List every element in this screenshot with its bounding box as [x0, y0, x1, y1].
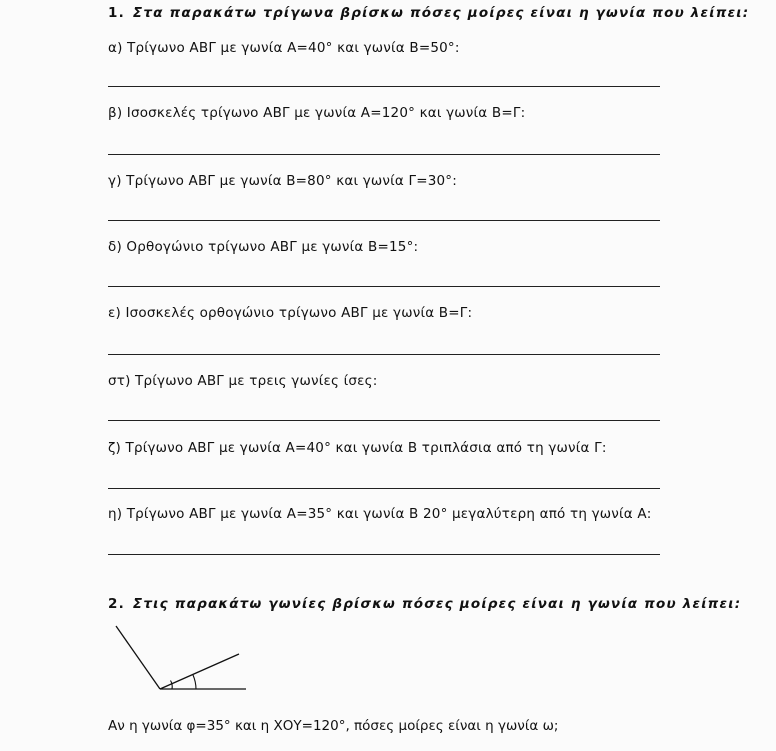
- question-st: στ) Τρίγωνο ΑΒΓ με τρεις γωνίες ίσες:: [108, 373, 378, 389]
- answer-line-a: [108, 86, 660, 87]
- question-z: ζ) Τρίγωνο ΑΒΓ με γωνία Α=40° και γωνία Β τριπλάσια από τη γωνία Γ:: [108, 440, 607, 456]
- answer-line-z: [108, 488, 660, 489]
- section-1-heading: [108, 5, 749, 21]
- question-a: α) Τρίγωνο ΑΒΓ με γωνία Α=40° και γωνία Β=50°:: [108, 40, 460, 56]
- answer-line-e: [108, 354, 660, 355]
- question-b: β) Ισοσκελές τρίγωνο ΑΒΓ με γωνία Α=120° και γωνία Β=Γ:: [108, 105, 526, 121]
- section-1-title: Στα παρακάτω τρίγωνα βρίσκω πόσες μοίρες είναι η γωνία που λείπει:: [132, 5, 750, 21]
- question-d: δ) Ορθογώνιο τρίγωνο ΑΒΓ με γωνία Β=15°:: [108, 239, 419, 255]
- answer-line-h: [108, 554, 660, 555]
- answer-line-d: [108, 286, 660, 287]
- question-c: γ) Τρίγωνο ΑΒΓ με γωνία Β=80° και γωνία Γ=30°:: [108, 173, 458, 189]
- arc-phi: [193, 675, 196, 689]
- question-h: η) Τρίγωνο ΑΒΓ με γωνία Α=35° και γωνία Β 20° μεγαλύτερη από τη γωνία Α:: [108, 506, 652, 522]
- section-1-number: 1.: [108, 5, 125, 21]
- answer-line-b: [108, 154, 660, 155]
- ray-left: [116, 626, 160, 689]
- section-2-number: 2.: [108, 596, 125, 612]
- section-2-title: Στις παρακάτω γωνίες βρίσκω πόσες μοίρες είναι η γωνία που λείπει:: [132, 596, 742, 612]
- answer-line-c: [108, 220, 660, 221]
- question-e: ε) Ισοσκελές ορθογώνιο τρίγωνο ΑΒΓ με γωνία Β=Γ:: [108, 305, 473, 321]
- angle-diagram: [108, 620, 258, 700]
- section-2-question: Αν η γωνία φ=35° και η ΧΟΥ=120°, πόσες μοίρες είναι η γωνία ω;: [108, 718, 559, 734]
- answer-line-st: [108, 420, 660, 421]
- section-2-heading: [108, 596, 741, 612]
